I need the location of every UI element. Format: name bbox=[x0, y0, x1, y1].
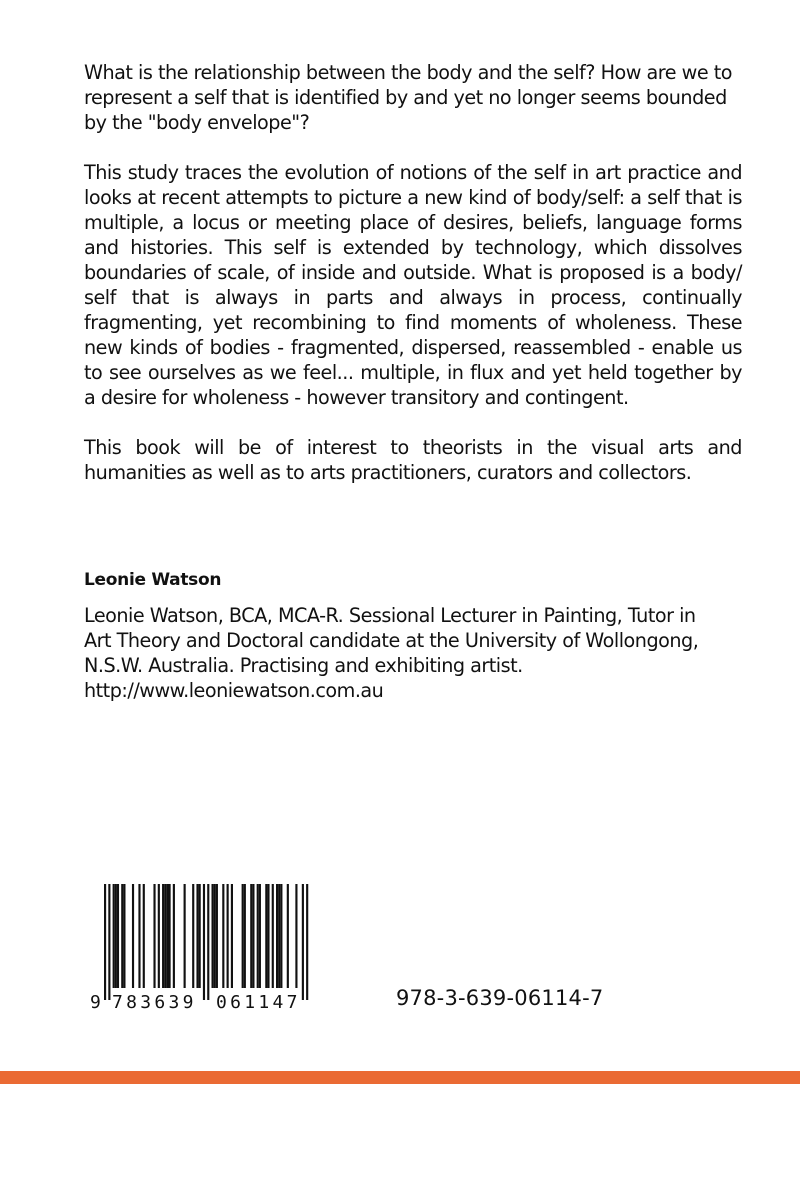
barcode-bar bbox=[113, 884, 115, 988]
author-bio-line: Leonie Watson, BCA, MCA-R. Sessional Lecturer in Painting, Tutor in bbox=[84, 604, 696, 627]
barcode-bar bbox=[164, 884, 166, 988]
barcode-right-digits: 061147 bbox=[216, 992, 301, 1013]
barcode-bar bbox=[259, 884, 261, 988]
barcode-bar bbox=[267, 884, 269, 988]
isbn-barcode bbox=[76, 872, 334, 1018]
barcode-bars bbox=[104, 884, 308, 1000]
barcode-bar bbox=[121, 884, 123, 988]
author-website: http://www.leoniewatson.com.au bbox=[84, 679, 384, 702]
barcode-guard-bar bbox=[203, 884, 205, 1000]
barcode-bar bbox=[214, 884, 216, 988]
barcode-bar bbox=[250, 884, 252, 988]
barcode-bar bbox=[162, 884, 164, 988]
barcode-bar bbox=[158, 884, 160, 988]
barcode-bar bbox=[272, 884, 274, 988]
barcode-bar bbox=[199, 884, 201, 988]
barcode-bar bbox=[287, 884, 289, 988]
author-bio-line: N.S.W. Australia. Practising and exhibiting artist. bbox=[84, 654, 523, 677]
barcode-bar bbox=[257, 884, 259, 988]
blurb-paragraph-2: This study traces the evolution of notions of the self in art practice and looks at recent attempts to picture a new kind of body/self: a self that is multiple, a locus or meeting place of desires, beliefs, language forms and histories. This self is extended by technology, which dissolves boundaries of scale, of inside and outside. What is proposed is a body/ self that is always in parts and always in process, continually fragmenting, yet recombining to find moments of wholeness. These new kinds of bodies - fragmented, dispersed, reassembled - enable us to see ourselves as we feel... multiple, in flux and yet held together by a desire for wholeness - however transitory and contingent. bbox=[84, 161, 742, 409]
barcode-bar bbox=[123, 884, 125, 988]
barcode-bar bbox=[192, 884, 194, 988]
barcode-bar bbox=[231, 884, 233, 988]
barcode-guard-bar bbox=[108, 884, 110, 1000]
blurb-paragraph-3: This book will be of interest to theorists in the visual arts and humanities as well as to arts practitioners, curators and collectors. bbox=[84, 436, 742, 484]
author-bio-line: Art Theory and Doctoral candidate at the University of Wollongong, bbox=[84, 629, 699, 652]
barcode-bar bbox=[115, 884, 117, 988]
barcode-bar bbox=[166, 884, 168, 988]
barcode-bar bbox=[184, 884, 186, 988]
barcode-bar bbox=[280, 884, 282, 988]
barcode-bar bbox=[132, 884, 134, 988]
barcode-bar bbox=[227, 884, 229, 988]
barcode-left-digits: 783639 bbox=[112, 992, 197, 1013]
barcode-bar bbox=[278, 884, 280, 988]
barcode-bar bbox=[143, 884, 145, 988]
barcode-bar bbox=[212, 884, 214, 988]
barcode-bar bbox=[173, 884, 175, 988]
barcode-guard-bar bbox=[104, 884, 106, 1000]
accent-rule bbox=[0, 1071, 800, 1084]
barcode-bar bbox=[244, 884, 246, 988]
barcode-guard-bar bbox=[302, 884, 304, 1000]
barcode-guard-bar bbox=[207, 884, 209, 1000]
barcode-bar bbox=[222, 884, 224, 988]
barcode-bar bbox=[169, 884, 171, 988]
author-bio bbox=[84, 603, 744, 703]
blurb-paragraph-1: What is the relationship between the body and the self? How are we to represent a self that is identified by and yet no longer seems bounded by the "body envelope"? bbox=[84, 61, 733, 134]
barcode-bar bbox=[196, 884, 198, 988]
barcode-bar bbox=[242, 884, 244, 988]
barcode-bar bbox=[153, 884, 155, 988]
barcode-bar bbox=[295, 884, 297, 988]
back-cover-blurb bbox=[84, 60, 742, 510]
barcode-bar bbox=[117, 884, 119, 988]
barcode-graphic bbox=[76, 872, 334, 1018]
barcode-bar bbox=[252, 884, 254, 988]
barcode-bar bbox=[276, 884, 278, 988]
author-name: Leonie Watson bbox=[84, 570, 222, 590]
isbn-number: 978-3-639-06114-7 bbox=[396, 986, 604, 1010]
barcode-lead-digit: 9 bbox=[90, 992, 101, 1013]
barcode-guard-bar bbox=[306, 884, 308, 1000]
barcode-bar bbox=[265, 884, 267, 988]
barcode-bar bbox=[216, 884, 218, 988]
barcode-bar bbox=[138, 884, 140, 988]
